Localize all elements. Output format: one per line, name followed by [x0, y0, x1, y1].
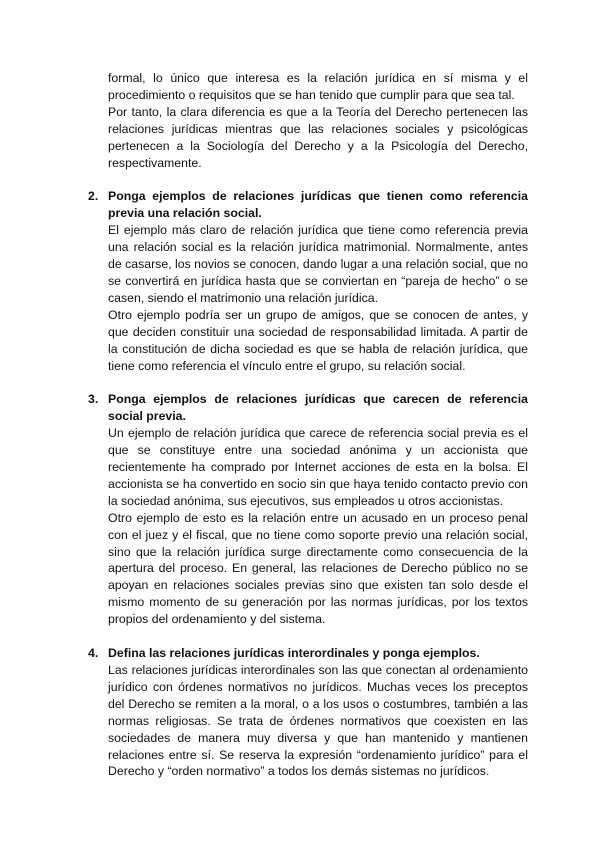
answer-block — [108, 425, 528, 628]
answer-paragraph: Otro ejemplo podría ser un grupo de amigos, que se conocen de antes, y que deciden constituir una sociedad de responsabilidad limitada. A partir de la constitución de dicha sociedad es que se habla de relación jurídica, que tiene como referencia el vínculo entre el grupo, su relación social. — [108, 307, 528, 373]
answer-paragraph: El ejemplo más claro de relación jurídica que tiene como referencia previa una relación social es la relación jurídica matrimonial. Normalmente, antes de casarse, los novios se conocen, dando lugar a una relación social, que no se convertirá en jurídica hasta que se conviertan en “pareja de hecho” o se casen, siendo el matrimonio una relación jurídica. — [108, 223, 528, 305]
answer-paragraph: Un ejemplo de relación jurídica que carece de referencia social previa es el que se constituye entre una sociedad anónima y un accionista que recientemente ha comprado por Internet acciones de esta en la bolsa. El accionista se ha convertido en socio sin que haya tenido contacto previo con la sociedad anónima, sus ejecutivos, sus empleados u otros accionistas. — [108, 426, 528, 508]
answer-block — [108, 222, 528, 374]
answer-block — [108, 662, 528, 780]
answer-paragraph: Otro ejemplo de esto es la relación entre un acusado en un proceso penal con el juez y el fiscal, que no tiene como soporte previo una relación social, sino que la relación jurídica surge directamente como consecuencia de la apertura del proceso. En general, las relaciones de Derecho público no se apoyan en relaciones sociales previas sino que existen tan solo desde el mismo momento de su generación por las normas jurídicas, por los textos propios del ordenamiento y del sistema. — [108, 510, 528, 627]
document-content — [88, 70, 528, 780]
section-2 — [88, 188, 528, 374]
question-heading — [88, 188, 528, 222]
question-number: 3. — [88, 392, 99, 407]
question-text: Ponga ejemplos de relaciones jurídicas que tienen como referencia previa una relación social. — [108, 189, 528, 221]
question-number: 2. — [88, 189, 99, 204]
intro-block — [108, 70, 528, 171]
intro-paragraph: Por tanto, la clara diferencia es que a la Teoría del Derecho pertenecen las relaciones jurídicas mientras que las relaciones sociales y psicológicas pertenecen a la Sociología del Derecho y a la Psicología del Derecho, respectivamente. — [108, 104, 528, 170]
answer-paragraph: Las relaciones jurídicas interordinales son las que conectan al ordenamiento jurídico con órdenes normativos no jurídicos. Muchas veces los preceptos del Derecho se remiten a la moral, o a los usos o costumbres, también a las normas religiosas. Se trata de órdenes normativos que coexisten en las sociedades de manera muy diversa y que han mantenido y mantienen relaciones entre sí. Se reserva la expresión “ordenamiento jurídico” para el Derecho y “orden normativo” a todos los demás sistemas no jurídicos. — [108, 663, 528, 779]
question-number: 4. — [88, 646, 99, 661]
question-text: Ponga ejemplos de relaciones jurídicas que carecen de referencia social previa. — [108, 392, 528, 424]
intro-paragraph: formal, lo único que interesa es la relación jurídica en sí misma y el procedimiento o requisitos que se han tenido que cumplir para que sea tal. — [108, 71, 528, 102]
question-heading — [88, 645, 528, 662]
section-3 — [88, 391, 528, 628]
section-4 — [88, 645, 528, 780]
question-heading — [88, 391, 528, 425]
question-text: Defina las relaciones jurídicas interordinales y ponga ejemplos. — [108, 646, 480, 661]
